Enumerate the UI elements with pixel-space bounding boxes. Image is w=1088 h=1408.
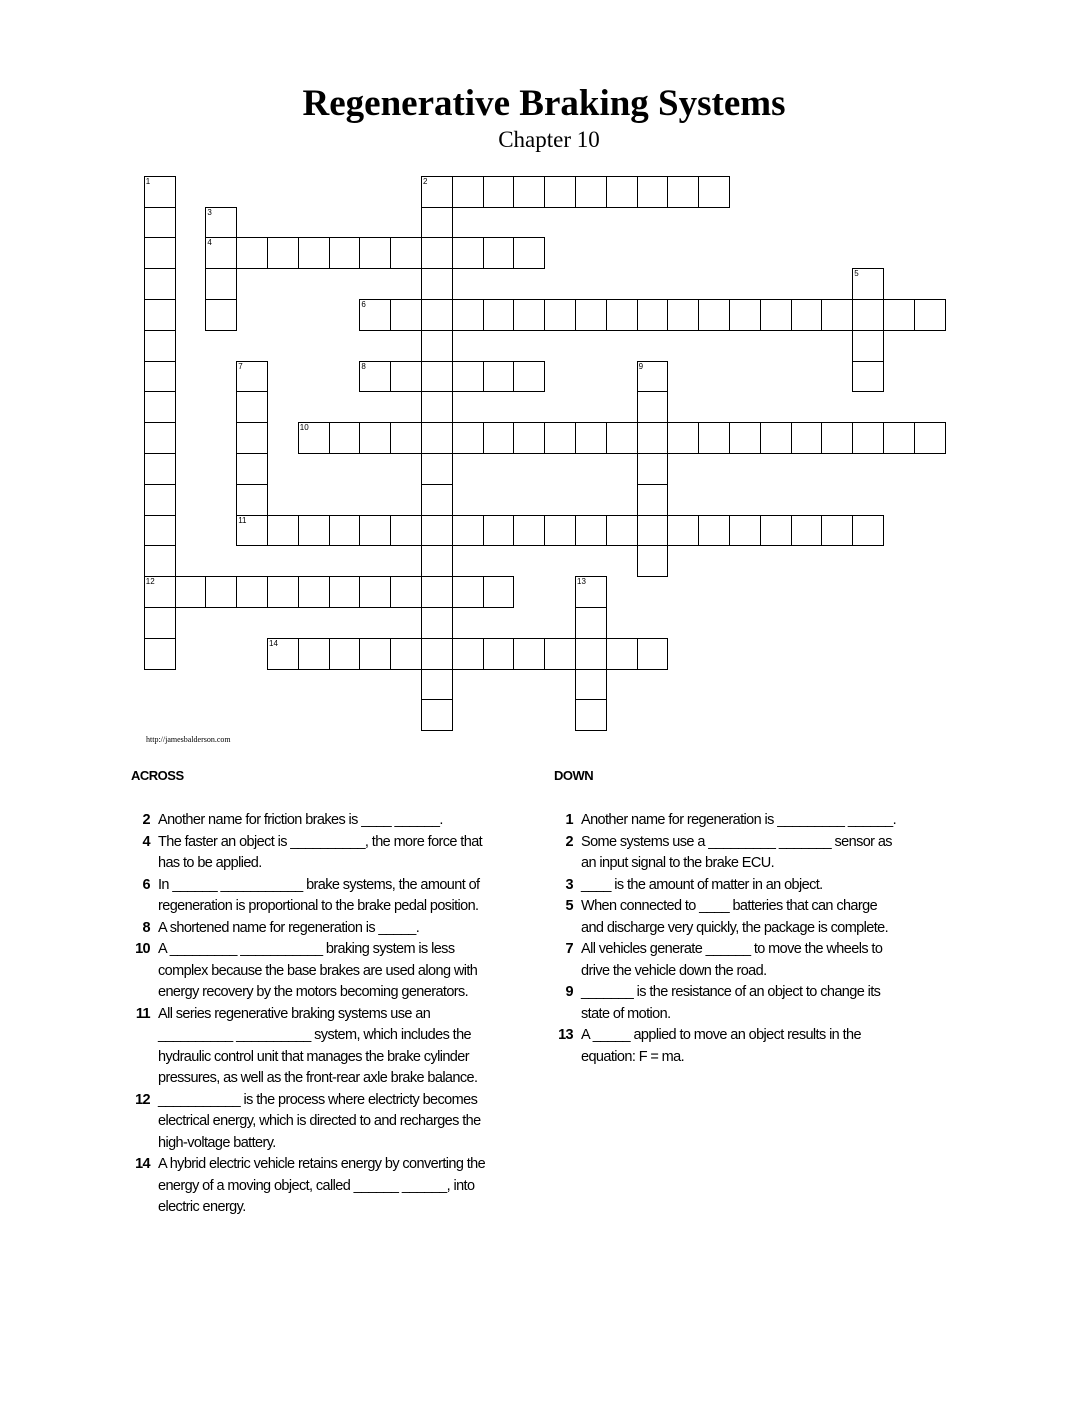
crossword-cell[interactable] <box>483 176 515 208</box>
crossword-cell[interactable] <box>144 176 176 208</box>
crossword-cell[interactable] <box>544 422 576 454</box>
crossword-cell[interactable] <box>144 453 176 485</box>
crossword-cell[interactable] <box>144 607 176 639</box>
crossword-cell[interactable] <box>575 638 607 670</box>
crossword-cell[interactable] <box>359 361 391 393</box>
crossword-cell[interactable] <box>637 638 669 670</box>
crossword-cell[interactable] <box>637 176 669 208</box>
crossword-cell[interactable] <box>390 638 422 670</box>
clue-number: 12 <box>135 1091 150 1108</box>
crossword-cell[interactable] <box>421 607 453 639</box>
clue-text: A _____ applied to move an object results in the equation: F = ma. <box>581 1027 861 1065</box>
crossword-cell[interactable] <box>575 576 607 608</box>
clue-text: Some systems use a _________ _______ sensor as an input signal to the brake ECU. <box>581 833 892 871</box>
crossword-cell[interactable] <box>606 638 638 670</box>
clue-text: A shortened name for regeneration is _____. <box>158 919 420 936</box>
crossword-cell[interactable] <box>421 268 453 300</box>
clue-text: In ______ ___________ brake systems, the amount of regeneration is proportional to the brake pedal position. <box>158 876 480 914</box>
crossword-cell[interactable] <box>205 207 237 239</box>
crossword-cell[interactable] <box>421 638 453 670</box>
crossword-cell[interactable] <box>236 422 268 454</box>
crossword-cell[interactable] <box>144 545 176 577</box>
crossword-cell[interactable] <box>144 237 176 269</box>
crossword-cell[interactable] <box>483 638 515 670</box>
clue-number: 5 <box>565 898 573 914</box>
crossword-cell[interactable] <box>637 391 669 423</box>
crossword-cell[interactable] <box>144 484 176 516</box>
crossword-cell[interactable] <box>144 391 176 423</box>
crossword-cell[interactable] <box>421 484 453 516</box>
crossword-cell[interactable] <box>637 545 669 577</box>
crossword-cell[interactable] <box>821 422 853 454</box>
source-url: http://jamesbalderson.com <box>146 735 231 744</box>
crossword-cell[interactable] <box>144 422 176 454</box>
clue-number: 14 <box>269 638 278 648</box>
crossword-cell[interactable] <box>205 237 237 269</box>
clue-item <box>130 875 490 918</box>
crossword-cell[interactable] <box>144 299 176 331</box>
crossword-cell[interactable] <box>544 638 576 670</box>
clue-number: 13 <box>577 577 586 587</box>
crossword-cell[interactable] <box>298 638 330 670</box>
crossword-cell[interactable] <box>421 576 453 608</box>
clue-text: All series regenerative braking systems use an __________ __________ system, which includes the hydraulic control unit that manages the brake cylinder pressures, as well as the front-rear axle brake balance. <box>158 1005 478 1086</box>
crossword-cell[interactable] <box>236 361 268 393</box>
crossword-cell[interactable] <box>667 176 699 208</box>
clue-item <box>553 875 898 897</box>
crossword-cell[interactable] <box>914 422 946 454</box>
crossword-cell[interactable] <box>205 268 237 300</box>
clue-text: All vehicles generate ______ to move the wheels to drive the vehicle down the road. <box>581 941 883 979</box>
crossword-cell[interactable] <box>852 268 884 300</box>
clue-item <box>553 832 898 875</box>
crossword-cell[interactable] <box>606 515 638 547</box>
crossword-cell[interactable] <box>698 176 730 208</box>
crossword-cell[interactable] <box>421 545 453 577</box>
crossword-cell[interactable] <box>606 299 638 331</box>
crossword-cell[interactable] <box>267 576 299 608</box>
crossword-cell[interactable] <box>236 484 268 516</box>
crossword-cell[interactable] <box>329 237 361 269</box>
crossword-cell[interactable] <box>359 237 391 269</box>
crossword-cell[interactable] <box>359 515 391 547</box>
crossword-cell[interactable] <box>452 576 484 608</box>
crossword-cell[interactable] <box>606 176 638 208</box>
crossword-cell[interactable] <box>390 422 422 454</box>
clue-text: A hybrid electric vehicle retains energy by converting the energy of a moving object, called ______ ______, into electric energy. <box>158 1156 486 1215</box>
crossword-cell[interactable] <box>637 515 669 547</box>
crossword-cell[interactable] <box>606 422 638 454</box>
clue-number: 11 <box>238 515 247 525</box>
crossword-cell[interactable] <box>575 299 607 331</box>
crossword-cell[interactable] <box>483 237 515 269</box>
crossword-cell[interactable] <box>791 299 823 331</box>
across-heading: ACROSS <box>131 768 184 783</box>
crossword-cell[interactable] <box>329 638 361 670</box>
clue-item <box>130 810 490 832</box>
crossword-cell[interactable] <box>513 176 545 208</box>
clue-text: Another name for regeneration is _________ ______. <box>581 812 897 828</box>
clue-number: 8 <box>142 919 150 936</box>
clue-item <box>130 918 490 940</box>
crossword-cell[interactable] <box>852 515 884 547</box>
crossword-cell[interactable] <box>513 422 545 454</box>
crossword-cell[interactable] <box>729 299 761 331</box>
clue-text: When connected to ____ batteries that can charge and discharge very quickly, the package is complete. <box>581 898 889 936</box>
clue-text: ___________ is the process where electricty becomes electrical energy, which is directed to and recharges the high-voltage battery. <box>158 1091 481 1151</box>
crossword-cell[interactable] <box>791 422 823 454</box>
clue-number: 7 <box>238 361 243 371</box>
clue-item <box>553 1025 898 1068</box>
crossword-cell[interactable] <box>452 361 484 393</box>
crossword-cell[interactable] <box>852 299 884 331</box>
crossword-cell[interactable] <box>421 299 453 331</box>
crossword-cell[interactable] <box>236 576 268 608</box>
clue-item <box>130 1004 490 1090</box>
crossword-cell[interactable] <box>513 237 545 269</box>
crossword-cell[interactable] <box>483 361 515 393</box>
crossword-cell[interactable] <box>760 422 792 454</box>
crossword-cell[interactable] <box>390 361 422 393</box>
crossword-cell[interactable] <box>144 515 176 547</box>
crossword-cell[interactable] <box>144 207 176 239</box>
crossword-cell[interactable] <box>883 299 915 331</box>
clue-number: 6 <box>142 876 150 893</box>
crossword-cell[interactable] <box>236 237 268 269</box>
clue-number: 2 <box>565 833 573 850</box>
crossword-cell[interactable] <box>760 299 792 331</box>
crossword-cell[interactable] <box>637 361 669 393</box>
crossword-cell[interactable] <box>575 176 607 208</box>
crossword-cell[interactable] <box>483 576 515 608</box>
crossword-cell[interactable] <box>667 422 699 454</box>
crossword-cell[interactable] <box>144 330 176 362</box>
crossword-cell[interactable] <box>852 422 884 454</box>
crossword-cell[interactable] <box>205 576 237 608</box>
across-clue-list <box>130 810 490 1219</box>
crossword-cell[interactable] <box>760 515 792 547</box>
crossword-cell[interactable] <box>637 422 669 454</box>
crossword-cell[interactable] <box>175 576 207 608</box>
crossword-cell[interactable] <box>390 237 422 269</box>
clue-number: 5 <box>854 269 859 279</box>
clue-number: 8 <box>361 361 366 371</box>
crossword-cell[interactable] <box>637 484 669 516</box>
clue-number: 3 <box>565 876 573 893</box>
crossword-cell[interactable] <box>359 576 391 608</box>
crossword-cell[interactable] <box>513 299 545 331</box>
page-title: Regenerative Braking Systems <box>302 83 786 124</box>
page-subtitle: Chapter 10 <box>498 127 600 152</box>
clue-number: 4 <box>142 833 150 850</box>
crossword-cell[interactable] <box>575 669 607 701</box>
crossword-cell[interactable] <box>298 515 330 547</box>
crossword-cell[interactable] <box>575 515 607 547</box>
crossword-cell[interactable] <box>852 330 884 362</box>
crossword-cell[interactable] <box>667 515 699 547</box>
crossword-cell[interactable] <box>483 515 515 547</box>
crossword-cell[interactable] <box>421 330 453 362</box>
crossword-cell[interactable] <box>452 237 484 269</box>
clue-item <box>553 939 898 982</box>
crossword-cell[interactable] <box>729 515 761 547</box>
clue-number: 7 <box>565 941 573 957</box>
crossword-cell[interactable] <box>267 237 299 269</box>
crossword-cell[interactable] <box>421 422 453 454</box>
clue-number: 3 <box>207 207 212 217</box>
crossword-cell[interactable] <box>236 391 268 423</box>
clue-number: 10 <box>299 423 309 433</box>
crossword-cell[interactable] <box>698 299 730 331</box>
clue-number: 9 <box>638 361 644 371</box>
crossword-cell[interactable] <box>513 638 545 670</box>
clue-text: The faster an object is __________, the more force that has to be applied. <box>158 833 483 871</box>
crossword-cell[interactable] <box>144 268 176 300</box>
crossword-cell[interactable] <box>144 638 176 670</box>
crossword-cell[interactable] <box>452 299 484 331</box>
crossword-cell[interactable] <box>483 422 515 454</box>
clue-number: 4 <box>207 238 212 248</box>
clue-number: 13 <box>558 1027 573 1043</box>
clue-number: 1 <box>145 176 151 186</box>
crossword-cell[interactable] <box>483 299 515 331</box>
crossword-cell[interactable] <box>267 515 299 547</box>
crossword-cell[interactable] <box>205 299 237 331</box>
crossword-cell[interactable] <box>421 361 453 393</box>
crossword-cell[interactable] <box>544 515 576 547</box>
crossword-cell[interactable] <box>452 176 484 208</box>
down-heading: DOWN <box>554 768 594 783</box>
crossword-cell[interactable] <box>729 422 761 454</box>
crossword-cell[interactable] <box>421 391 453 423</box>
crossword-cell[interactable] <box>421 699 453 731</box>
clue-text: _______ is the resistance of an object to change its state of motion. <box>581 984 881 1022</box>
clue-item <box>553 982 898 1025</box>
crossword-cell[interactable] <box>452 422 484 454</box>
crossword-cell[interactable] <box>359 638 391 670</box>
clue-number: 6 <box>361 300 366 309</box>
crossword-cell[interactable] <box>236 453 268 485</box>
crossword-cell[interactable] <box>544 299 576 331</box>
crossword-cell[interactable] <box>421 453 453 485</box>
clue-item <box>130 1090 490 1155</box>
crossword-cell[interactable] <box>298 237 330 269</box>
crossword-cell[interactable] <box>144 576 176 608</box>
crossword-cell[interactable] <box>390 299 422 331</box>
crossword-cell[interactable] <box>329 422 361 454</box>
crossword-cell[interactable] <box>544 176 576 208</box>
clue-text: Another name for friction brakes is ____ ______. <box>158 812 443 828</box>
crossword-cell[interactable] <box>329 515 361 547</box>
crossword-cell[interactable] <box>698 515 730 547</box>
crossword-cell[interactable] <box>914 299 946 331</box>
crossword-cell[interactable] <box>421 515 453 547</box>
crossword-cell[interactable] <box>821 299 853 331</box>
crossword-cell[interactable] <box>452 515 484 547</box>
crossword-cell[interactable] <box>575 607 607 639</box>
clue-number: 12 <box>145 577 155 587</box>
crossword-cell[interactable] <box>637 299 669 331</box>
crossword-cell[interactable] <box>298 422 330 454</box>
crossword-cell[interactable] <box>821 515 853 547</box>
crossword-cell[interactable] <box>298 576 330 608</box>
clue-item <box>553 896 898 939</box>
crossword-cell[interactable] <box>698 422 730 454</box>
crossword-cell[interactable] <box>421 237 453 269</box>
clue-number: 10 <box>135 941 150 957</box>
clue-number: 2 <box>423 176 428 186</box>
clue-number: 11 <box>135 1005 150 1022</box>
crossword-cell[interactable] <box>791 515 823 547</box>
crossword-cell[interactable] <box>575 699 607 731</box>
crossword-cell[interactable] <box>513 361 545 393</box>
crossword-cell[interactable] <box>421 207 453 239</box>
clue-text: A _________ ___________ braking system is less complex because the base brakes are used along with energy recovery by the motors becoming generators. <box>158 941 478 1000</box>
crossword-cell[interactable] <box>329 576 361 608</box>
clue-number: 2 <box>142 812 150 828</box>
crossword-cell[interactable] <box>667 299 699 331</box>
clue-item <box>130 832 490 875</box>
crossword-cell[interactable] <box>575 422 607 454</box>
crossword-cell[interactable] <box>421 176 453 208</box>
clue-number: 1 <box>565 812 573 828</box>
crossword-cell[interactable] <box>359 299 391 331</box>
crossword-cell[interactable] <box>144 361 176 393</box>
crossword-cell[interactable] <box>513 515 545 547</box>
crossword-cell[interactable] <box>452 638 484 670</box>
clue-number: 9 <box>565 984 573 1000</box>
clue-item <box>130 939 490 1004</box>
crossword-cell[interactable] <box>421 669 453 701</box>
crossword-cell[interactable] <box>267 638 299 670</box>
crossword-cell[interactable] <box>359 422 391 454</box>
clue-number: 14 <box>135 1156 150 1172</box>
clue-text: ____ is the amount of matter in an object. <box>581 876 823 893</box>
crossword-cell[interactable] <box>390 515 422 547</box>
crossword-cell[interactable] <box>390 576 422 608</box>
clue-item <box>130 1154 490 1219</box>
crossword-cell[interactable] <box>852 361 884 393</box>
crossword-cell[interactable] <box>637 453 669 485</box>
down-clue-list <box>553 810 898 1068</box>
crossword-cell[interactable] <box>883 422 915 454</box>
crossword-cell[interactable] <box>236 515 268 547</box>
clue-item <box>553 810 898 832</box>
